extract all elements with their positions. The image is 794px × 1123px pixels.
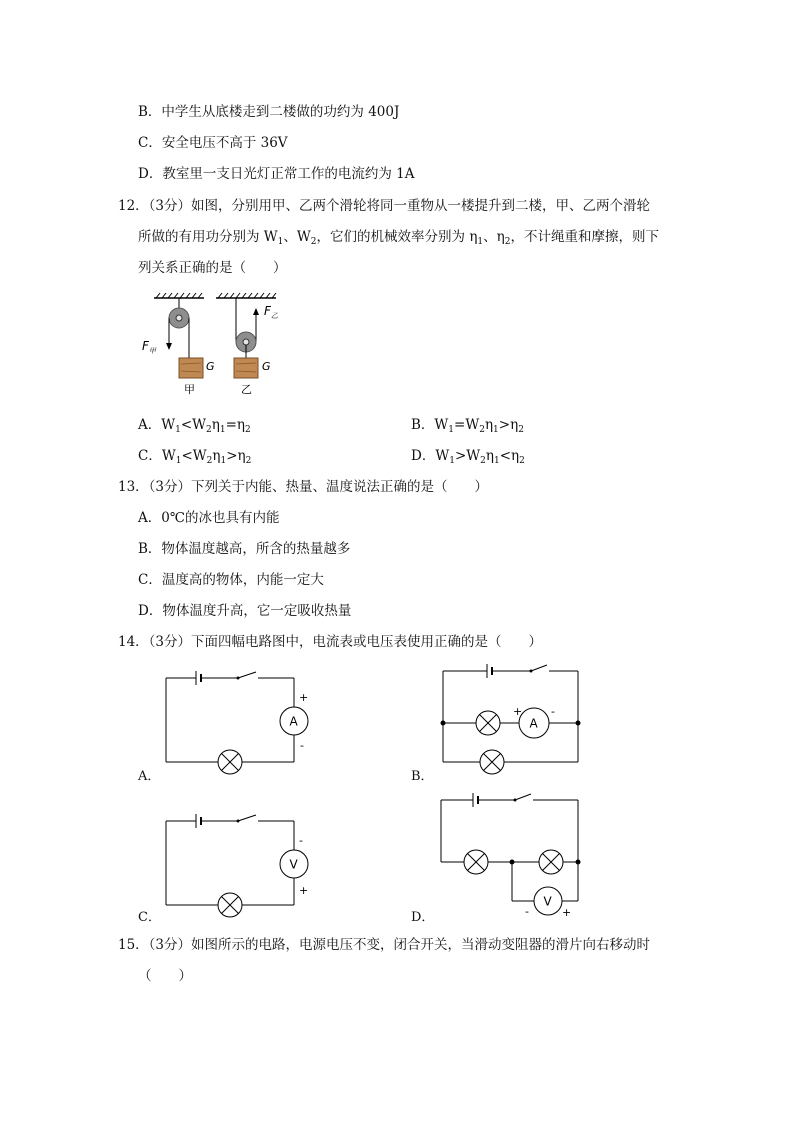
q12-stem-line3: 列关系正确的是（ ） xyxy=(138,260,287,276)
q12-option-d: D．$W_1>W_2\eta_1<\eta_2$ xyxy=(411,448,525,466)
terminal-plus: + xyxy=(299,884,309,897)
circuit-c-label: C． xyxy=(138,910,161,925)
label-jia: 甲 xyxy=(184,383,195,396)
circuit-b-label: B． xyxy=(411,769,434,784)
q13-option-a: A．0℃的冰也具有内能 xyxy=(138,510,280,526)
voltmeter-symbol: V xyxy=(543,894,552,909)
q11-option-b: B．中学生从底楼走到二楼做的功约为 400J xyxy=(138,104,400,120)
circuit-a-label: A． xyxy=(138,769,161,784)
q13-option-c: C．温度高的物体，内能一定大 xyxy=(138,572,324,588)
circuit-a xyxy=(160,665,310,775)
terminal-minus: - xyxy=(525,905,529,918)
label-yi: 乙 xyxy=(241,383,252,396)
q11-option-c: C．安全电压不高于 36V xyxy=(138,135,288,151)
q12-stem-line1: 12．（3分）如图，分别用甲、乙两个滑轮将同一重物从一楼提升到二楼，甲、乙两个滑轮 xyxy=(118,198,651,214)
ceiling-yi xyxy=(216,293,276,298)
terminal-plus: + xyxy=(299,691,309,704)
ammeter-symbol: A xyxy=(289,714,298,729)
q13-option-d: D．物体温度升高，它一定吸收热量 xyxy=(138,603,352,619)
terminal-plus: + xyxy=(513,705,523,718)
pulley-figure xyxy=(140,290,300,405)
q15-stem-line1: 15．（3分）如图所示的电路，电源电压不变，闭合开关，当滑动变阻器的滑片向右移动时 xyxy=(118,937,651,953)
circuit-c xyxy=(160,808,310,918)
circuit-b xyxy=(435,660,585,775)
q11-option-d: D．教室里一支日光灯正常工作的电流约为 1A xyxy=(138,166,415,182)
q12-option-a: A．$W_1<W_2\eta_1=\eta_2$ xyxy=(138,417,251,435)
weight-box-yi xyxy=(234,358,258,378)
q13-stem: 13．（3分）下列关于内能、热量、温度说法正确的是（ ） xyxy=(118,479,489,495)
terminal-minus: - xyxy=(300,739,304,752)
q14-stem: 14．（3分）下面四幅电路图中，电流表或电压表使用正确的是（ ） xyxy=(118,634,543,650)
voltmeter-symbol: V xyxy=(289,857,298,872)
q13-option-b: B．物体温度越高，所含的热量越多 xyxy=(138,541,351,557)
fixed-pulley-jia xyxy=(166,298,189,358)
q15-stem-line2: （ ） xyxy=(138,968,192,984)
force-yi-label: $F_乙$ xyxy=(264,304,278,320)
weight-box-jia xyxy=(179,358,203,378)
movable-pulley-yi xyxy=(236,298,259,358)
force-jia-label: $F_甲$ xyxy=(142,339,156,355)
ceiling-jia xyxy=(154,293,204,298)
ammeter-symbol: A xyxy=(529,716,538,731)
weight-label-jia: G xyxy=(206,360,215,373)
circuit-d xyxy=(435,790,585,920)
circuit-d-label: D． xyxy=(411,910,435,925)
terminal-minus: - xyxy=(551,705,555,718)
q12-option-c: C．$W_1<W_2\eta_1>\eta_2$ xyxy=(138,448,252,466)
terminal-plus: + xyxy=(562,906,572,919)
weight-label-yi: G xyxy=(262,360,271,373)
q12-option-b: B．$W_1=W_2\eta_1>\eta_2$ xyxy=(411,417,524,435)
terminal-minus: - xyxy=(299,834,303,847)
q12-stem-line2: 所做的有用功分别为 $W_1$、$W_2$，它们的机械效率分别为 $\eta_1$、$\eta_2$，不计绳重和摩擦，则下 xyxy=(138,229,659,247)
